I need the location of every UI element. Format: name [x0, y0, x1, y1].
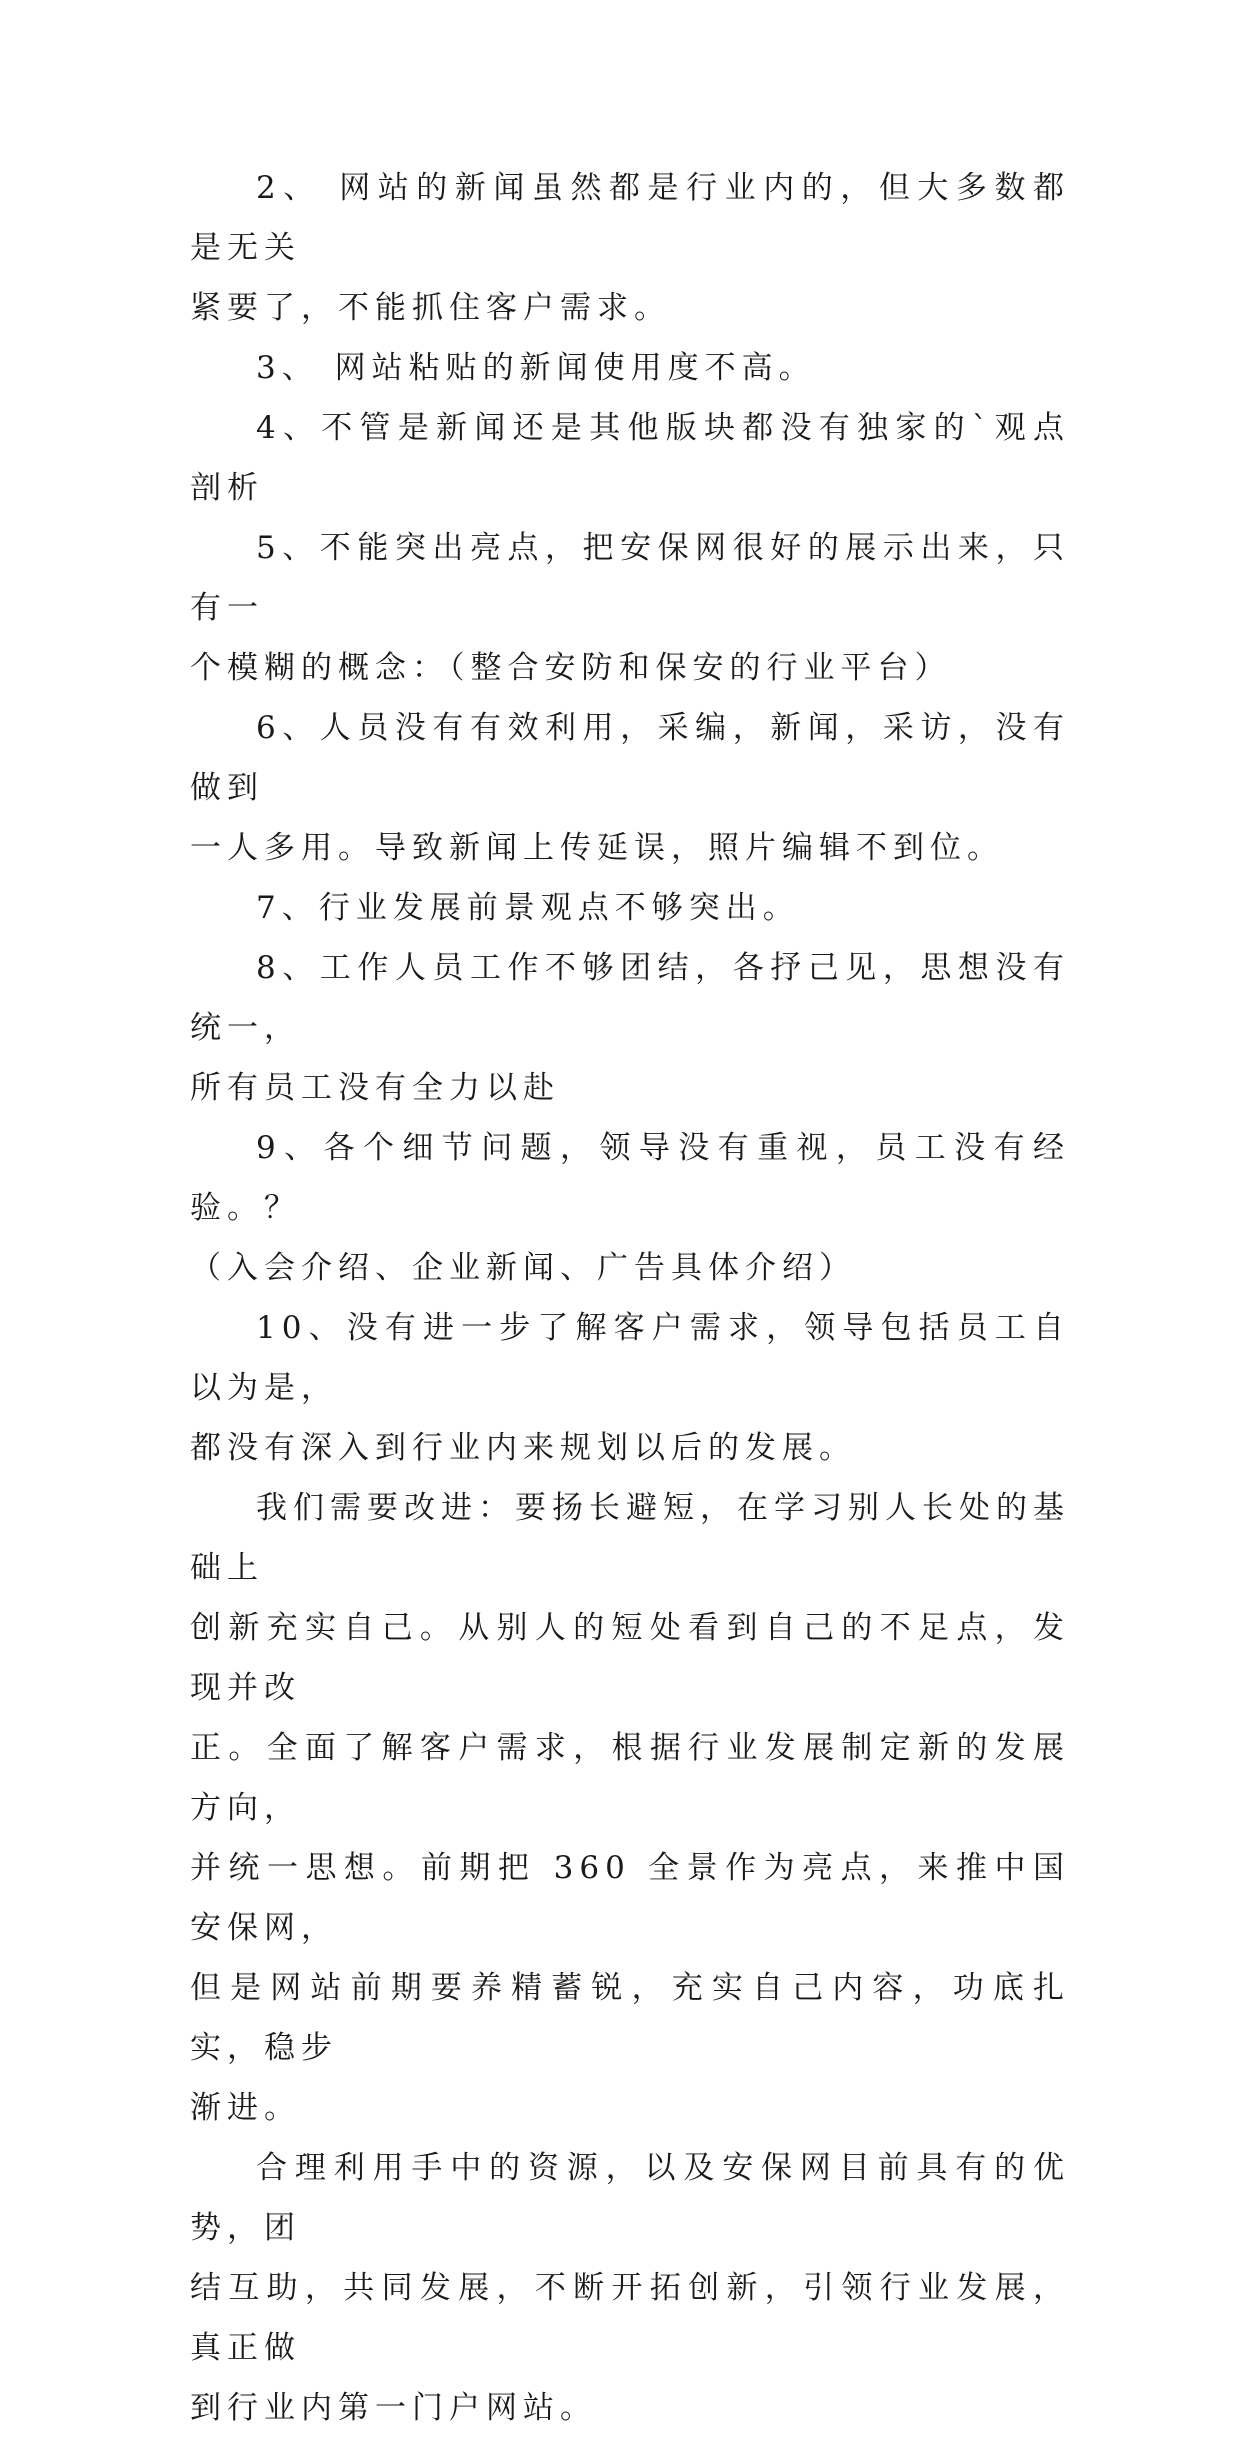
paragraph-8-line-1: 9、各个细节问题，领导没有重视，员工没有经验。？: [190, 1130, 1070, 1226]
paragraph-10-line-3: 正。全面了解客户需求，根据行业发展制定新的发展方向，: [190, 1730, 1070, 1826]
paragraph-7-line-2: 所有员工没有全力以赴: [190, 1070, 560, 1106]
paragraph-7-line-1: 8、工作人员工作不够团结，各抒己见，思想没有统一，: [190, 950, 1070, 1046]
paragraph-5-line-2: 一人多用。导致新闻上传延误，照片编辑不到位。: [190, 830, 1004, 866]
paragraph-11-line-2: 结互助，共同发展，不断开拓创新，引领行业发展，真正做: [190, 2270, 1070, 2366]
paragraph-6-line-1: 7、行业发展前景观点不够突出。: [256, 890, 800, 926]
paragraph-8-line-2: （入会介绍、企业新闻、广告具体介绍）: [190, 1250, 856, 1286]
paragraph-10-line-2: 创新充实自己。从别人的短处看到自己的不足点，发现并改: [190, 1610, 1070, 1706]
paragraph-4-line-2: 个模糊的概念：（整合安防和保安的行业平台）: [190, 650, 952, 686]
paragraph-4-line-1: 5、不能突出亮点，把安保网很好的展示出来，只有一: [190, 530, 1070, 626]
paragraph-11-line-1: 合理利用手中的资源，以及安保网目前具有的优势，团: [190, 2150, 1070, 2246]
paragraph-10-line-6: 渐进。: [190, 2090, 301, 2126]
paragraph-1-line-2: 紧要了，不能抓住客户需求。: [190, 290, 671, 326]
paragraph-10-line-1: 我们需要改进：要扬长避短，在学习别人长处的基础上: [190, 1490, 1070, 1586]
paragraph-5-line-1: 6、人员没有有效利用，采编，新闻，采访，没有做到: [190, 710, 1070, 806]
paragraph-10-line-5: 但是网站前期要养精蓄锐，充实自己内容，功底扎实，稳步: [190, 1970, 1070, 2066]
paragraph-1-line-1: 2、 网站的新闻虽然都是行业内的，但大多数都是无关: [190, 170, 1070, 266]
paragraph-11-line-3: 到行业内第一门户网站。: [190, 2390, 597, 2426]
paragraph-10-line-4: 并统一思想。前期把 360 全景作为亮点，来推中国安保网，: [190, 1850, 1070, 1946]
paragraph-9-line-2: 都没有深入到行业内来规划以后的发展。: [190, 1430, 856, 1466]
paragraph-3-line-1: 4、不管是新闻还是其他版块都没有独家的`观点剖析: [190, 410, 1070, 506]
document-body: [190, 158, 1070, 2438]
paragraph-2-line-1: 3、 网站粘贴的新闻使用度不高。: [256, 350, 816, 386]
paragraph-9-line-1: 10、没有进一步了解客户需求，领导包括员工自以为是，: [190, 1310, 1070, 1406]
